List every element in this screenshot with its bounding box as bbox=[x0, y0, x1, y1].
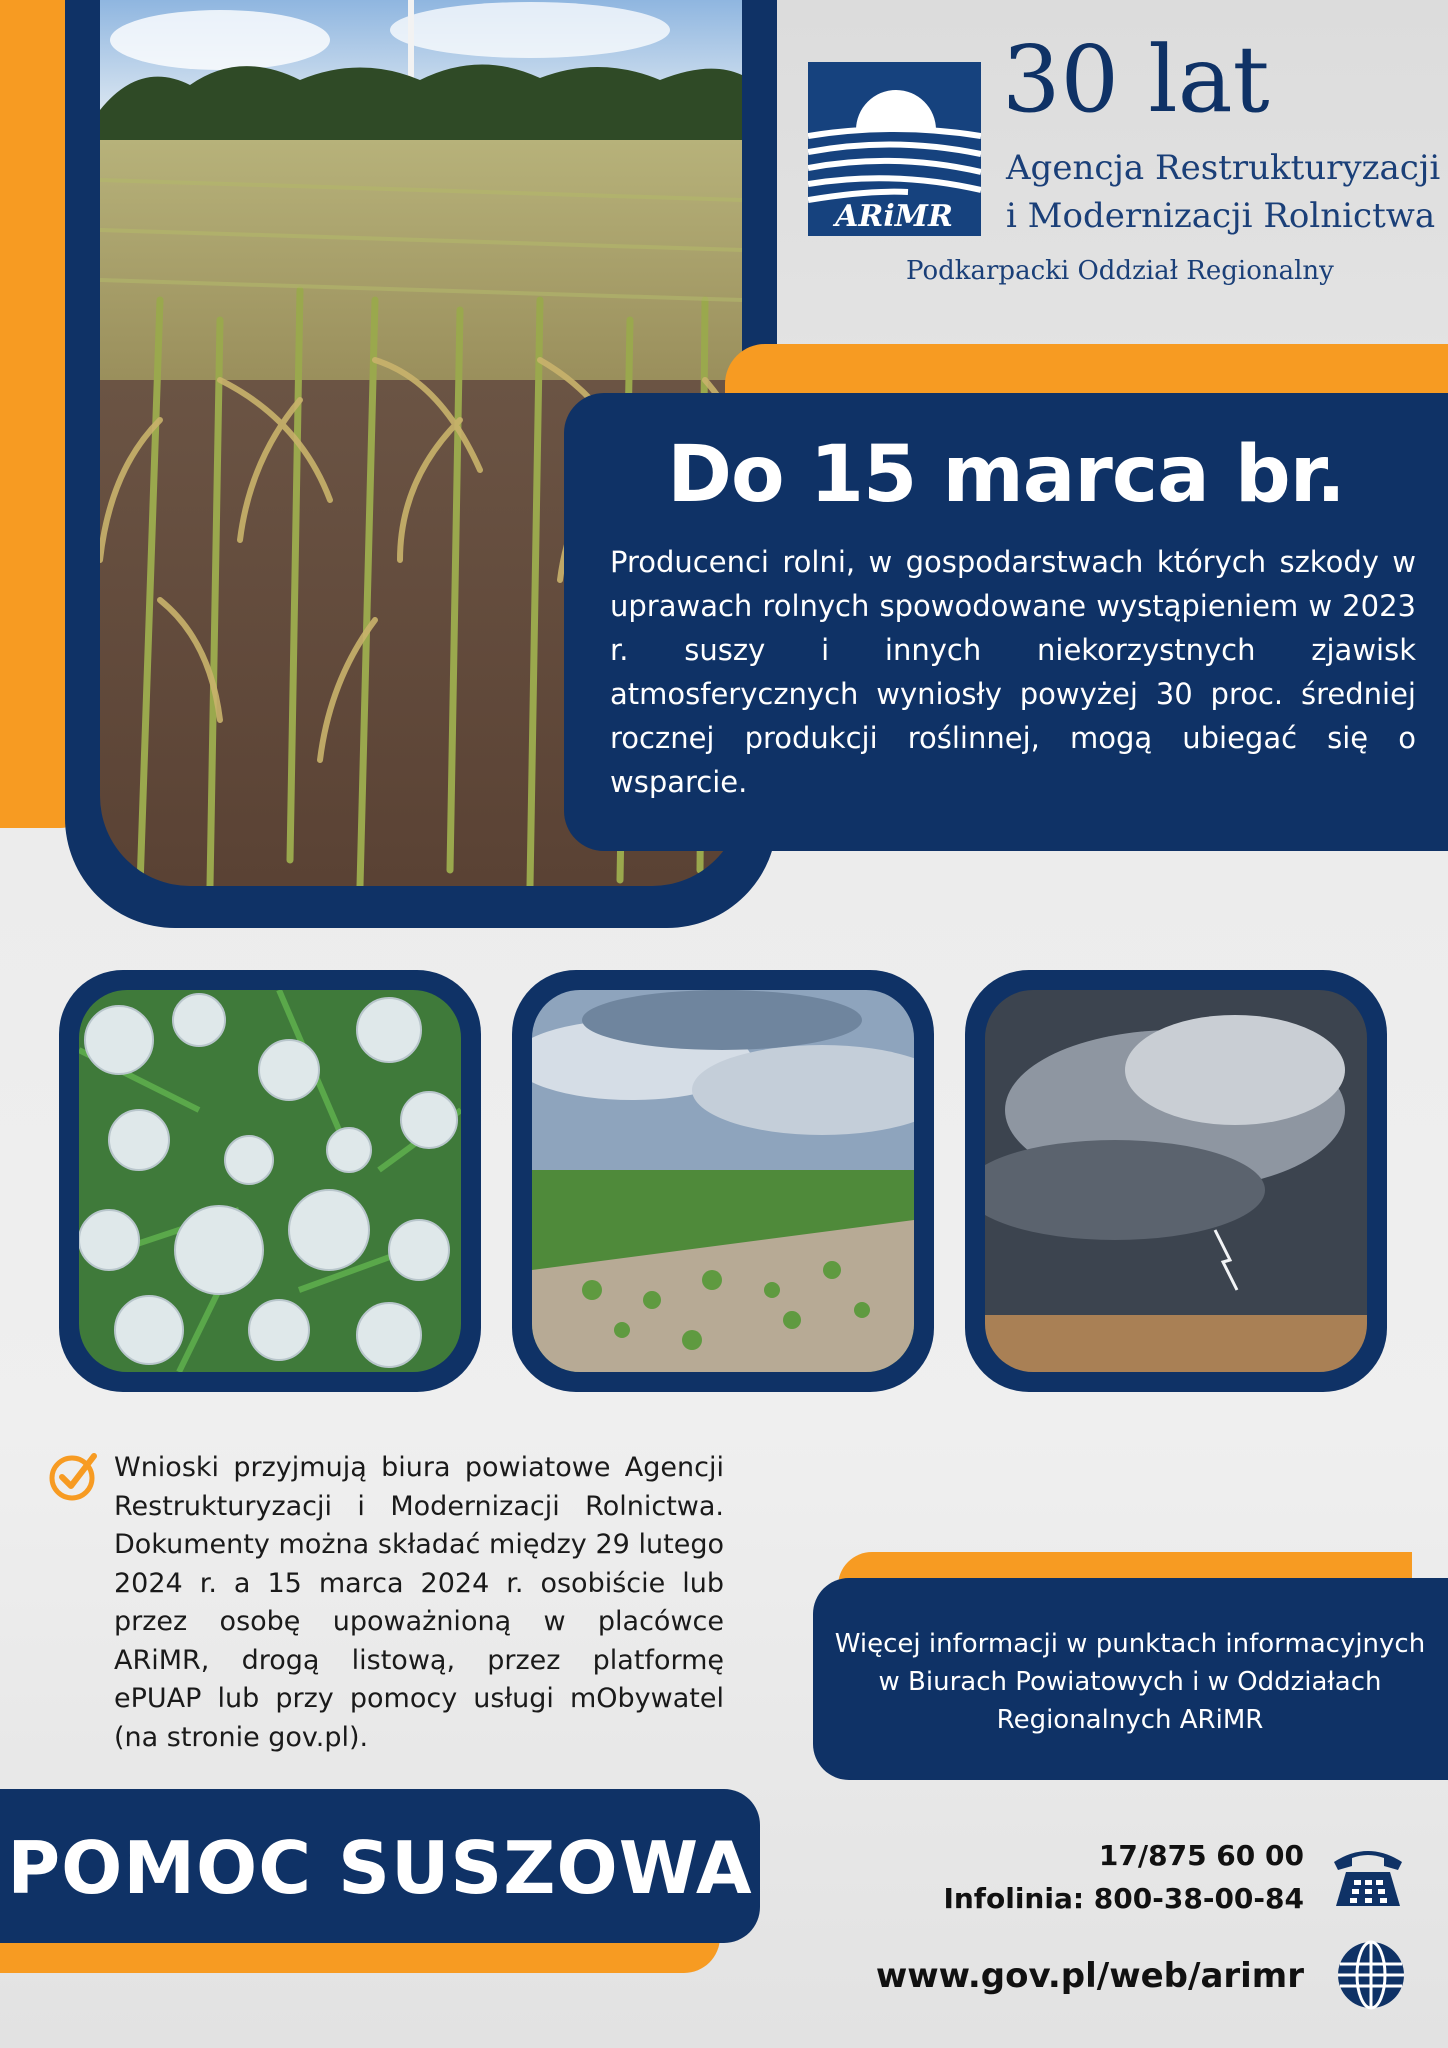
logo-mark-text: ARiMR bbox=[835, 199, 953, 234]
photo-tile-flooded-field bbox=[512, 970, 934, 1392]
deadline-description: Producenci rolni, w gospodarstwach których szkody w uprawach rolnych spowodowane wystąpieniem w 2023 r. suszy i innych niekorzystnych zjawisk atmosferycznych wyniosły powyżej 30 proc. średniej rocznej produkcji roślinnej, mogą ubiegać się o wsparcie. bbox=[610, 545, 1416, 799]
photo-tile-hail bbox=[59, 970, 481, 1392]
logo-agency-line1: Agencja Restrukturyzacji bbox=[1006, 148, 1441, 188]
website-link[interactable]: www.gov.pl/web/arimr bbox=[875, 1956, 1304, 1996]
more-info-text: Więcej informacji w punktach informacyjnych w Biurach Powiatowych i w Oddziałach Regionalnych ARiMR bbox=[834, 1629, 1426, 1735]
application-info-text: Wnioski przyjmują biura powiatowe Agencji Restrukturyzacji i Modernizacji Rolnictwa. Dokumenty można składać między 29 lutego 2024 r. a 15 marca 2024 r. osobiście lub przez osobę upoważnioną w placówce ARiMR, drogą listową, przez platformę ePUAP lub przy pomocy usługi mObywatel (na stronie gov.pl). bbox=[114, 1452, 724, 1753]
globe-icon bbox=[1336, 1940, 1406, 2010]
hail-photo bbox=[79, 990, 461, 1372]
phone-number[interactable]: 17/875 60 00 bbox=[1098, 1839, 1304, 1872]
logo-anniversary: 30 lat bbox=[1002, 26, 1270, 133]
logo-region: Podkarpacki Oddział Regionalny bbox=[906, 256, 1334, 286]
infoline-number[interactable]: Infolinia: 800-38-00-84 bbox=[943, 1882, 1304, 1915]
photo-tile-storm bbox=[965, 970, 1387, 1392]
telephone-icon bbox=[1328, 1840, 1408, 1910]
banner-title: POMOC SUSZOWA bbox=[7, 1826, 753, 1910]
logo-agency-line2: i Modernizacji Rolnictwa bbox=[1006, 196, 1436, 236]
flood-photo bbox=[532, 990, 914, 1372]
deadline-title: Do 15 marca br. bbox=[667, 430, 1345, 520]
storm-photo bbox=[985, 990, 1367, 1372]
checkmark-circle-icon bbox=[48, 1450, 100, 1502]
arimr-logo-mark bbox=[808, 62, 981, 236]
